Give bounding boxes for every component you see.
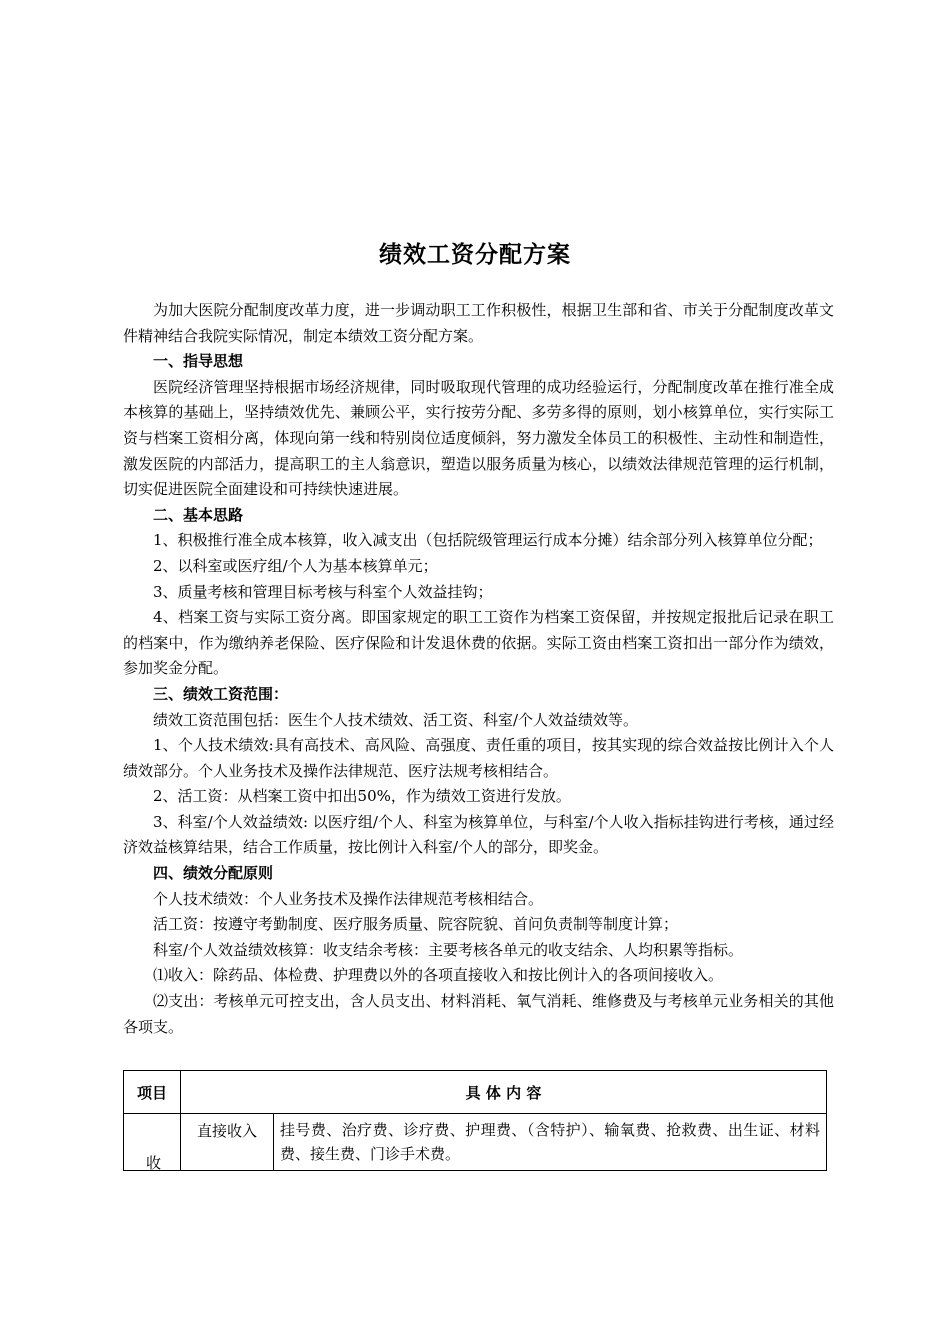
- paragraph: 4、档案工资与实际工资分离。即国家规定的职工工资作为档案工资保留，并按规定报批后记录在职工的档案中，作为缴纳养老保险、医疗保险和计发退休费的依据。实际工资由档案工资扣出一部分作为绩效，参加奖金分配。: [123, 608, 834, 678]
- paragraph: 1、积极推行准全成本核算，收入减支出（包括院级管理运行成本分摊）结余部分列入核算单位分配；: [153, 531, 823, 550]
- section-heading-scope: 三、绩效工资范围：: [153, 684, 289, 703]
- header-content: 具 体 内 容: [181, 1071, 827, 1114]
- paragraph: 2、以科室或医疗组/个人为基本核算单元；: [153, 556, 438, 575]
- income-items-table: [123, 1070, 827, 1171]
- subcategory-cell: 直接收入: [181, 1114, 274, 1171]
- paragraph: 科室/个人效益绩效核算：收支结余考核：主要考核各单元的收支结余、人均积累等指标。: [153, 940, 744, 959]
- table-header-row: [124, 1071, 827, 1114]
- category-label-overflow: 收: [146, 1154, 162, 1172]
- paragraph: 1、个人技术绩效:具有高技术、高风险、高强度、责任重的项目，按其实现的综合效益按比例计入个人绩效部分。个人业务技术及操作法律规范、医疗法规考核相结合。: [123, 736, 834, 780]
- paragraph: ⑵支出：考核单元可控支出，含人员支出、材料消耗、氧气消耗、维修费及与考核单元业务相关的其他各项支。: [123, 992, 834, 1036]
- header-item: 项目: [124, 1071, 181, 1114]
- paragraph: ⑴收入：除药品、体检费、护理费以外的各项直接收入和按比例计入的各项间接收入。: [153, 966, 724, 985]
- paragraph: 活工资：按遵守考勤制度、医疗服务质量、院容院貌、首问负责制等制度计算；: [153, 915, 679, 934]
- document-body: [123, 298, 834, 1040]
- section-heading-basic-approach: 二、基本思路: [153, 505, 244, 524]
- table-row: [124, 1114, 827, 1171]
- paragraph: 个人技术绩效：个人业务技术及操作法律规范考核相结合。: [153, 889, 544, 908]
- intro-paragraph: 为加大医院分配制度改革力度，进一步调动职工工作积极性，根据卫生部和省、市关于分配制度改革文件精神结合我院实际情况，制定本绩效工资分配方案。: [123, 301, 834, 345]
- document-title: 绩效工资分配方案: [379, 242, 571, 268]
- paragraph: 3、科室/个人效益绩效: 以医疗组/个人、科室为核算单位，与科室/个人收入指标挂钩进行考核，通过经济效益核算结果，结合工作质量，按比例计入科室/个人的部分，即奖金。: [123, 812, 834, 857]
- section-heading-principles: 四、绩效分配原则: [153, 864, 274, 883]
- paragraph: 2、活工资：从档案工资中扣出50%，作为绩效工资进行发放。: [153, 787, 571, 806]
- section-heading-guiding-ideology: 一、指导思想: [153, 352, 244, 371]
- paragraph: 医院经济管理坚持根据市场经济规律，同时吸取现代管理的成功经验运行，分配制度改革在推行准全成本核算的基础上，坚持绩效优先、兼顾公平，实行按劳分配、多劳多得的原则，划小核算单位，实行实际工资与档案工资相分离，体现向第一线和特别岗位适度倾斜，努力激发全体员工的积极性、主动性和制造性，激发医院的内部活力，提高职工的主人翁意识，塑造以服务质量为核心，以绩效法律规范管理的运行机制，切实促进医院全面建设和可持续快速进展。: [123, 377, 834, 499]
- paragraph: 3、质量考核和管理目标考核与科室个人效益挂钩；: [153, 582, 493, 601]
- paragraph: 绩效工资范围包括：医生个人技术绩效、活工资、科室/个人效益绩效等。: [153, 710, 639, 729]
- content-cell: 挂号费、治疗费、诊疗费、护理费、（含特护）、输氧费、抢救费、出生证、材料费、接生费、门诊手术费。: [274, 1114, 827, 1171]
